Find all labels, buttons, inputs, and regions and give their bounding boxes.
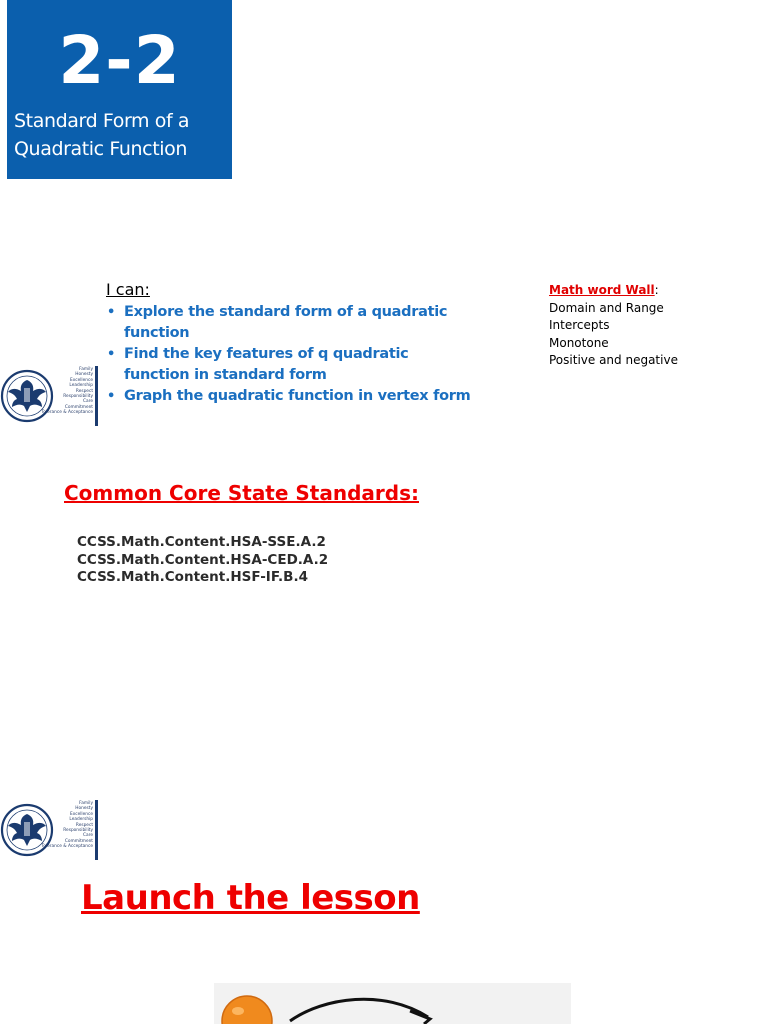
word-wall-colon: :: [654, 283, 659, 297]
i-can-item: • Find the key features of q quadratic function in standard form: [105, 344, 475, 386]
seal-values: Family Honesty Excellence Leadership Respect Responsibility Care Commitment Tolerance & Acceptance: [41, 367, 93, 416]
i-can-list: [105, 302, 475, 407]
lesson-title: [14, 107, 229, 163]
standard-item: CCSS.Math.Content.HSA-CED.A.2: [77, 551, 329, 568]
seal-values: Family Honesty Excellence Leadership Respect Responsibility Care Commitment Tolerance & Acceptance: [41, 801, 93, 850]
ball-arrow-illustration: [214, 983, 571, 1024]
word-wall-title: Math word Wall: [549, 283, 655, 297]
i-can-item: • Explore the standard form of a quadratic function: [105, 302, 475, 344]
word-wall-item: Domain and Range: [549, 300, 664, 315]
lesson-title-banner: [7, 0, 232, 179]
word-wall-item: Intercepts: [549, 318, 610, 332]
seal-divider: [95, 366, 98, 426]
word-wall-heading: [549, 282, 759, 300]
school-seal: [0, 366, 98, 426]
school-seal: [0, 800, 98, 860]
lesson-number: 2-2: [58, 22, 181, 99]
i-can-label: I can:: [106, 280, 150, 299]
math-word-wall: [549, 282, 759, 370]
standards-heading: Common Core State Standards:: [64, 481, 419, 505]
launch-heading: Launch the lesson: [81, 878, 420, 918]
seal-divider: [95, 800, 98, 860]
launch-illustration: [214, 983, 571, 1024]
lesson-title-line2: Quadratic Function: [14, 138, 187, 160]
word-wall-item: Monotone: [549, 335, 609, 350]
standards-list: [77, 534, 328, 587]
word-wall-item: Positive and negative: [549, 353, 678, 367]
standard-item: CCSS.Math.Content.HSA-SSE.A.2: [77, 534, 326, 550]
standard-item: CCSS.Math.Content.HSF-IF.B.4: [77, 569, 308, 585]
lesson-title-line1: Standard Form of a: [14, 110, 190, 132]
i-can-item: • Graph the quadratic function in vertex form: [105, 386, 475, 407]
